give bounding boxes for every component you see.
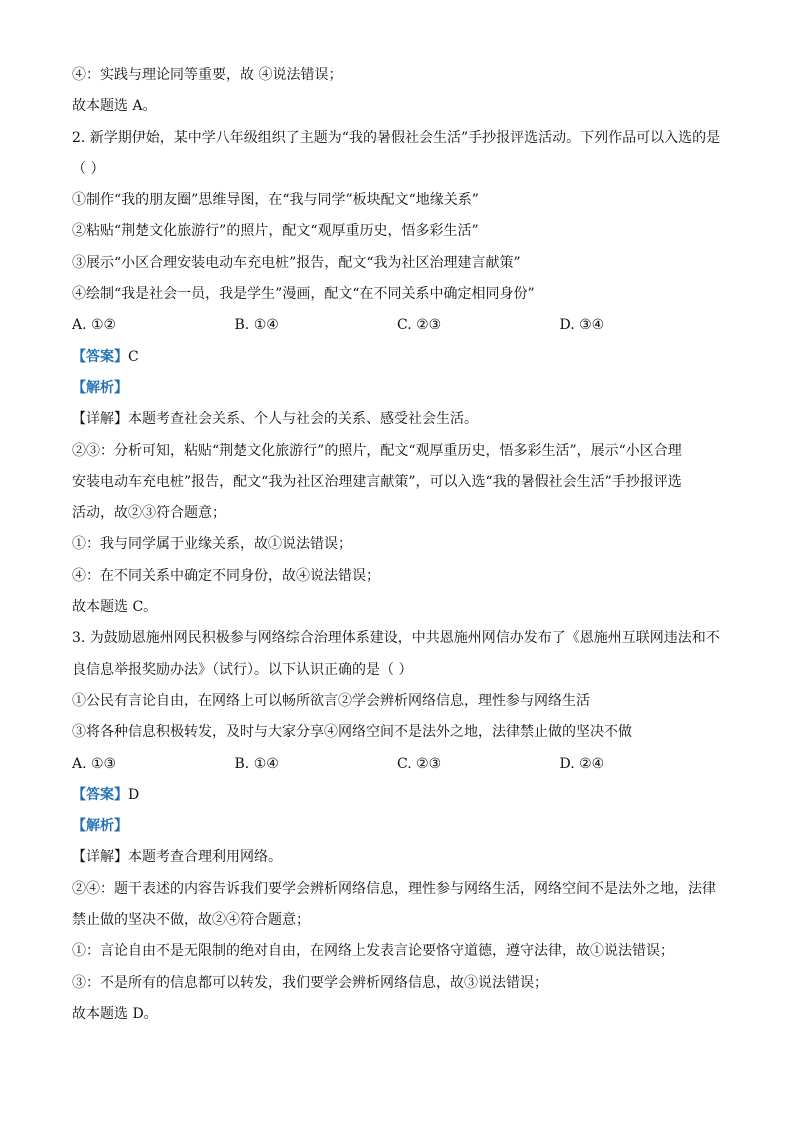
text-line: 禁止做的坚决不做，故②④符合题意； — [72, 912, 310, 929]
section-tag: 【答案】 — [72, 348, 128, 365]
text-line: ②④：题干表述的内容告诉我们要学会辨析网络信息，理性参与网络生活，网络空间不是法外之地，法律 — [72, 880, 716, 897]
answer-option: A. ①② — [72, 317, 117, 334]
text-line: 故本题选 C。 — [72, 599, 158, 616]
text-line: ②粘贴“荆楚文化旅游行”的照片，配文“观厚重历史，悟多彩生活” — [72, 223, 479, 240]
text-line: 安装电动车充电桩”报告，配文“我为社区治理建言献策”，可以入选“我的暑假社会生活”手抄报评选 — [72, 473, 682, 490]
answer-option: D. ③④ — [559, 317, 605, 334]
text-line: ④绘制“我是社会一员，我是学生”漫画，配文“在不同关系中确定相同身份” — [72, 286, 535, 303]
text-line: 【详解】本题考查社会关系、个人与社会的关系、感受社会生活。 — [72, 411, 478, 428]
text-line: 故本题选 A。 — [72, 98, 157, 115]
text-line: ③展示“小区合理安装电动车充电桩”报告，配文“我为社区治理建言献策” — [72, 254, 521, 271]
text-line: 良信息举报奖励办法》（试行）。以下认识正确的是（ ） — [72, 661, 413, 678]
text-line: ①制作“我的朋友圈”思维导图，在“我与同学”板块配文“地缘关系” — [72, 192, 479, 209]
text-line: ①：我与同学属于业缘关系，故①说法错误； — [72, 536, 352, 553]
section-tag: 【解析】 — [72, 818, 128, 835]
text-line: 故本题选 D。 — [72, 1005, 158, 1022]
section-tag: 【解析】 — [72, 379, 128, 396]
text-line: 3. 为鼓励恩施州网民积极参与网络综合治理体系建设，中共恩施州网信办发布了《恩施州互联网违法和不 — [72, 630, 720, 647]
section-tag-line — [72, 342, 722, 373]
text-line: 【详解】本题考查合理利用网络。 — [72, 849, 282, 866]
text-line: ①公民有言论自由，在网络上可以畅所欲言②学会辨析网络信息，理性参与网络生活 — [72, 692, 590, 709]
answer-options — [72, 310, 722, 341]
answer-option: A. ①③ — [72, 755, 117, 772]
answer-option: D. ②④ — [559, 755, 605, 772]
section-tag-line — [72, 780, 722, 811]
text-line: 2. 新学期伊始，某中学八年级组织了主题为“我的暑假社会生活”手抄报评选活动。下列作品可以入选的是 — [72, 129, 721, 146]
answer-option: B. ①④ — [234, 317, 279, 334]
answer-options — [72, 749, 722, 780]
answer-option: C. ②③ — [397, 755, 442, 772]
text-line: ④：在不同关系中确定不同身份，故④说法错误； — [72, 567, 380, 584]
text-line: 活动，故②③符合题意； — [72, 505, 226, 522]
text-line: ④：实践与理论同等重要，故 ④说法错误； — [72, 67, 343, 83]
text-line: （ ） — [72, 160, 105, 177]
section-tag-line — [72, 811, 722, 842]
section-value: D — [128, 786, 140, 803]
section-tag: 【答案】 — [72, 786, 128, 803]
text-line: ③：不是所有的信息都可以转发，我们要学会辨析网络信息，故③说法错误； — [72, 974, 548, 991]
answer-option: B. ①④ — [234, 755, 279, 772]
answer-option: C. ②③ — [397, 317, 442, 334]
document-page — [72, 60, 722, 1030]
section-value: C — [128, 348, 139, 365]
section-tag-line — [72, 373, 722, 404]
text-line: ②③：分析可知，粘贴“荆楚文化旅游行”的照片，配文“观厚重历史，悟多彩生活”，展示“小区合理 — [72, 442, 682, 459]
text-line: ③将各种信息积极转发，及时与大家分享④网络空间不是法外之地，法律禁止做的坚决不做 — [72, 724, 632, 741]
text-line: ①：言论自由不是无限制的绝对自由，在网络上发表言论要恪守道德，遵守法律，故①说法错误； — [72, 943, 674, 960]
